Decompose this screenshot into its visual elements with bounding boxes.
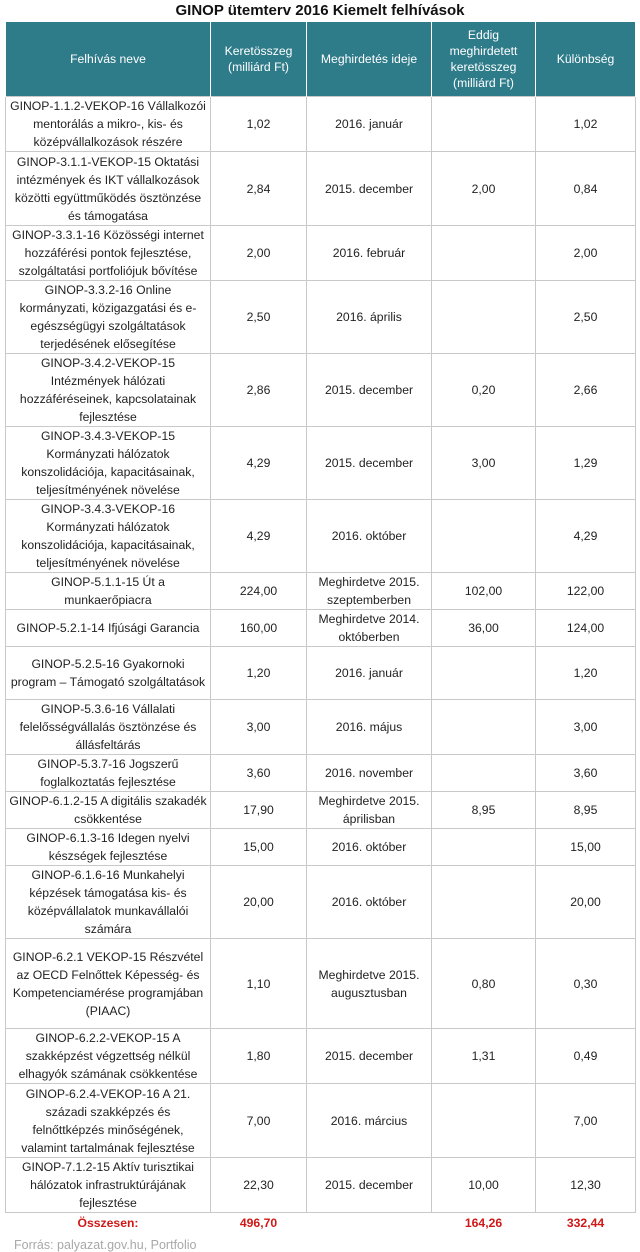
cell-name: GINOP-5.2.5-16 Gyakornoki program – Támogató szolgáltatások <box>6 647 211 700</box>
totals-announced: 164,26 <box>464 1216 503 1230</box>
table-row <box>6 829 636 866</box>
table-row <box>6 152 636 226</box>
cell-announce-date: 2015. december <box>307 152 432 226</box>
cell-name: GINOP-7.1.2-15 Aktív turisztikai hálózatok infrastruktúrájának fejlesztése <box>6 1158 211 1213</box>
cell-difference: 0,49 <box>536 1029 636 1084</box>
cell-name: GINOP-3.4.3-VEKOP-15 Kormányzati hálózatok konszolidációja, kapacitásainak, teljesítményének növelése <box>6 427 211 500</box>
cell-budget: 3,60 <box>211 755 307 792</box>
cell-difference: 1,20 <box>536 647 636 700</box>
table-row <box>6 792 636 829</box>
cell-announced-budget: 10,00 <box>432 1158 536 1213</box>
cell-budget: 15,00 <box>211 829 307 866</box>
cell-name: GINOP-6.2.4-VEKOP-16 A 21. századi szakképzés és felnőttképzés minőségének, valamint tartalmának fejlesztése <box>6 1084 211 1158</box>
cell-difference: 7,00 <box>536 1084 636 1158</box>
totals-row <box>6 1213 636 1234</box>
cell-announce-date: Meghirdetve 2015. áprilisban <box>307 792 432 829</box>
table-row <box>6 755 636 792</box>
cell-announce-date: 2016. január <box>307 647 432 700</box>
cell-budget: 2,50 <box>211 281 307 354</box>
cell-difference: 12,30 <box>536 1158 636 1213</box>
cell-difference: 0,30 <box>536 939 636 1029</box>
cell-announced-budget: 1,31 <box>432 1029 536 1084</box>
cell-budget: 4,29 <box>211 500 307 573</box>
cell-difference: 1,29 <box>536 427 636 500</box>
cell-name: GINOP-5.2.1-14 Ifjúsági Garancia <box>6 610 211 647</box>
cell-announce-date: 2016. november <box>307 755 432 792</box>
cell-announce-date: 2016. október <box>307 829 432 866</box>
cell-announce-date: Meghirdetve 2015. szeptemberben <box>307 573 432 610</box>
cell-budget: 2,84 <box>211 152 307 226</box>
cell-budget: 20,00 <box>211 866 307 939</box>
cell-difference: 0,84 <box>536 152 636 226</box>
cell-budget: 1,10 <box>211 939 307 1029</box>
cell-announced-budget: 36,00 <box>432 610 536 647</box>
table-row <box>6 226 636 281</box>
cell-announced-budget: 3,00 <box>432 427 536 500</box>
cell-difference: 3,00 <box>536 700 636 755</box>
cell-difference: 3,60 <box>536 755 636 792</box>
totals-budget: 496,70 <box>239 1216 278 1230</box>
header-announce-date: Meghirdetés ideje <box>307 22 432 97</box>
cell-announce-date: 2015. december <box>307 1158 432 1213</box>
cell-name: GINOP-3.4.3-VEKOP-16 Kormányzati hálózatok konszolidációja, kapacitásainak, teljesítményének növelése <box>6 500 211 573</box>
cell-budget: 4,29 <box>211 427 307 500</box>
cell-name: GINOP-1.1.2-VEKOP-16 Vállalkozói mentorálás a mikro-, kis- és középvállalkozások részére <box>6 97 211 152</box>
cell-name: GINOP-6.2.1 VEKOP-15 Részvétel az OECD Felnőttek Képesség- és Kompetenciamérése programjában (PIAAC) <box>6 939 211 1029</box>
table-row <box>6 427 636 500</box>
cell-budget: 3,00 <box>211 700 307 755</box>
cell-difference: 4,29 <box>536 500 636 573</box>
header-announced-budget: Eddig meghirdetett keretösszeg (milliárd Ft) <box>432 22 536 97</box>
cell-announce-date: 2016. március <box>307 1084 432 1158</box>
cell-budget: 1,80 <box>211 1029 307 1084</box>
header-budget: Keretösszeg (milliárd Ft) <box>211 22 307 97</box>
table-row <box>6 281 636 354</box>
cell-announce-date: Meghirdetve 2015. augusztusban <box>307 939 432 1029</box>
cell-announced-budget <box>432 700 536 755</box>
cell-announced-budget <box>432 755 536 792</box>
cell-announced-budget <box>432 97 536 152</box>
cell-difference: 124,00 <box>536 610 636 647</box>
cell-announce-date: 2015. december <box>307 427 432 500</box>
header-name: Felhívás neve <box>6 22 211 97</box>
cell-difference: 1,02 <box>536 97 636 152</box>
cell-name: GINOP-3.3.2-16 Online kormányzati, közigazgatási és e-egészségügyi szolgáltatások terjedésének elősegítése <box>6 281 211 354</box>
cell-difference: 15,00 <box>536 829 636 866</box>
source-note: Forrás: palyazat.gov.hu, Portfolio <box>14 1238 197 1252</box>
cell-announce-date: 2016. május <box>307 700 432 755</box>
cell-name: GINOP-5.3.6-16 Vállalati felelősségvállalás ösztönzése és állásfeltárás <box>6 700 211 755</box>
table-row <box>6 939 636 1029</box>
cell-name: GINOP-3.3.1-16 Közösségi internet hozzáférési pontok fejlesztése, szolgáltatási portfoliójuk bővítése <box>6 226 211 281</box>
ginop-schedule-table <box>5 22 636 1233</box>
cell-announced-budget: 0,80 <box>432 939 536 1029</box>
cell-announce-date: 2016. április <box>307 281 432 354</box>
totals-date <box>307 1213 432 1234</box>
cell-announce-date: 2016. október <box>307 500 432 573</box>
cell-announce-date: 2016. január <box>307 97 432 152</box>
cell-name: GINOP-3.1.1-VEKOP-15 Oktatási intézmények és IKT vállalkozások közötti együttműködés ösztönzése és támogatása <box>6 152 211 226</box>
cell-difference: 2,00 <box>536 226 636 281</box>
cell-announced-budget <box>432 226 536 281</box>
cell-difference: 122,00 <box>536 573 636 610</box>
cell-announce-date: Meghirdetve 2014. októberben <box>307 610 432 647</box>
cell-announced-budget <box>432 829 536 866</box>
header-difference: Különbség <box>536 22 636 97</box>
cell-budget: 2,86 <box>211 354 307 427</box>
cell-budget: 224,00 <box>211 573 307 610</box>
cell-announced-budget <box>432 866 536 939</box>
cell-announced-budget <box>432 500 536 573</box>
cell-budget: 1,02 <box>211 97 307 152</box>
cell-difference: 8,95 <box>536 792 636 829</box>
cell-difference: 2,66 <box>536 354 636 427</box>
table-row <box>6 700 636 755</box>
cell-name: GINOP-6.2.2-VEKOP-15 A szakképzést végzettség nélkül elhagyók számának csökkentése <box>6 1029 211 1084</box>
cell-announced-budget: 0,20 <box>432 354 536 427</box>
cell-announced-budget <box>432 1084 536 1158</box>
table-row <box>6 647 636 700</box>
cell-name: GINOP-3.4.2-VEKOP-15 Intézmények hálózati hozzáféréseinek, kapcsolatainak fejlesztése <box>6 354 211 427</box>
cell-budget: 17,90 <box>211 792 307 829</box>
cell-name: GINOP-6.1.2-15 A digitális szakadék csökkentése <box>6 792 211 829</box>
table-row <box>6 610 636 647</box>
table-row <box>6 500 636 573</box>
table-row <box>6 1158 636 1213</box>
cell-name: GINOP-6.1.6-16 Munkahelyi képzések támogatása kis- és középvállalatok munkavállalói számára <box>6 866 211 939</box>
cell-difference: 20,00 <box>536 866 636 939</box>
table-row <box>6 866 636 939</box>
cell-announced-budget: 2,00 <box>432 152 536 226</box>
table-row <box>6 97 636 152</box>
cell-announced-budget <box>432 281 536 354</box>
cell-budget: 160,00 <box>211 610 307 647</box>
cell-announced-budget: 8,95 <box>432 792 536 829</box>
table-body <box>6 97 636 1234</box>
cell-announced-budget: 102,00 <box>432 573 536 610</box>
table-row <box>6 354 636 427</box>
header-row <box>6 22 636 97</box>
cell-announce-date: 2015. december <box>307 1029 432 1084</box>
cell-announce-date: 2016. október <box>307 866 432 939</box>
cell-name: GINOP-5.1.1-15 Út a munkaerőpiacra <box>6 573 211 610</box>
cell-name: GINOP-5.3.7-16 Jogszerű foglalkoztatás fejlesztése <box>6 755 211 792</box>
cell-announce-date: 2015. december <box>307 354 432 427</box>
cell-budget: 1,20 <box>211 647 307 700</box>
totals-difference: 332,44 <box>566 1216 605 1230</box>
table-row <box>6 1029 636 1084</box>
cell-name: GINOP-6.1.3-16 Idegen nyelvi készségek fejlesztése <box>6 829 211 866</box>
table-row <box>6 1084 636 1158</box>
table-row <box>6 573 636 610</box>
cell-announce-date: 2016. február <box>307 226 432 281</box>
cell-difference: 2,50 <box>536 281 636 354</box>
table-title: GINOP ütemterv 2016 Kiemelt felhívások <box>175 2 465 19</box>
cell-budget: 22,30 <box>211 1158 307 1213</box>
cell-budget: 2,00 <box>211 226 307 281</box>
totals-label: Összesen: <box>77 1216 139 1230</box>
cell-budget: 7,00 <box>211 1084 307 1158</box>
cell-announced-budget <box>432 647 536 700</box>
